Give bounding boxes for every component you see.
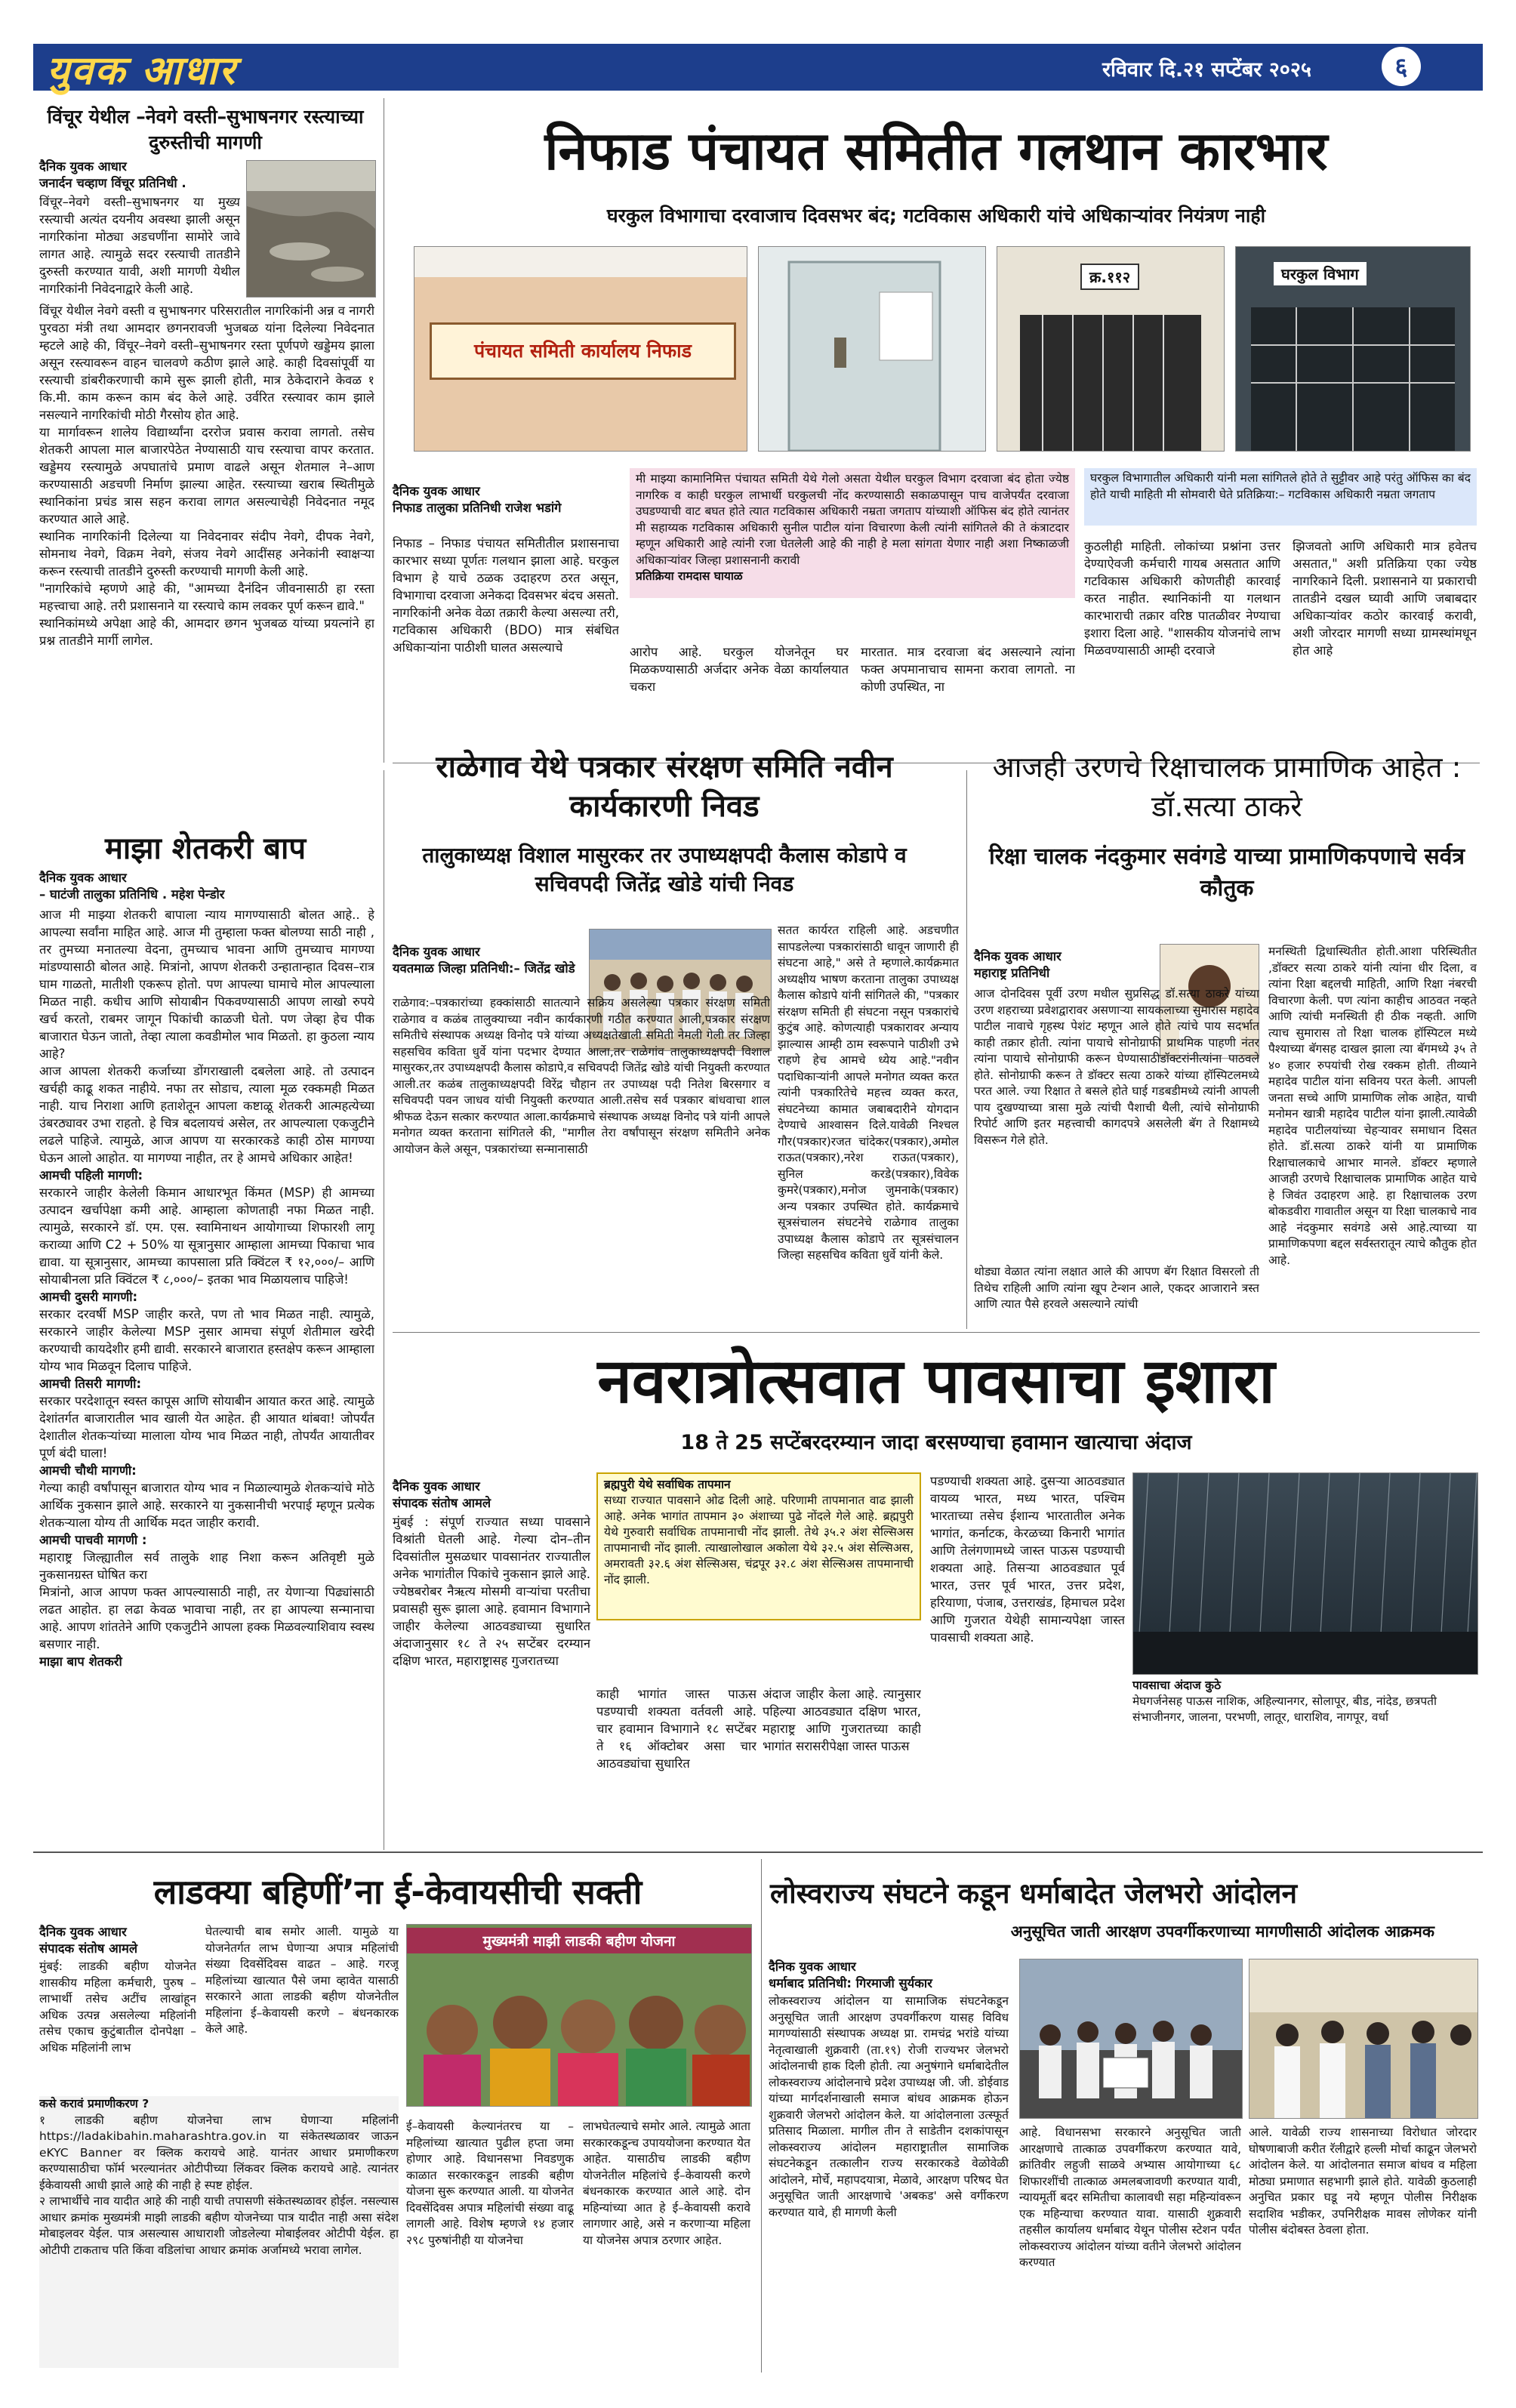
niphad-body-3: मारतात. मात्र दरवाजा बंद असल्याने त्यांना फक्त अपमानाचाच सामना करावा लागतो. ना कोणी उपस्थित, ना	[861, 645, 1075, 694]
demand-3-title: आमची तिसरी मागणी:	[39, 1377, 142, 1391]
shetkari-body-1: आज मी माझ्या शेतकरी बापाला न्याय मागण्यासाठी बोलत आहे.. हे आपल्या सर्वांना माहित आहे. आज मी तुम्हाला फक्त बोलण्या साठी नाही , तर तुमच्या मनातल्या वेदना, तुमच्याच भावना आणि तुमच्याच मागण्या मांडण्यासाठी बोलत आहे. मित्रांनो, आपण शेतकरी उन्हातान्हात दिवस–रात्र घाम गाळतो, मातीशी एकरूप होतो. पण आपल्या घामाचे मोल आपल्याला मिळत नाही. कधीच आणि सोयाबीन पिकवण्यासाठी आपण लाखो रुपये खर्च करतो, राबमर जागून पिकांची काळजी घेतो. पण जेव्हा हेच पीक बाजारात घेऊन जातो, तेव्हा त्याला कवडीमोल भाव मिळतो. हा कुठला न्याय आहे?	[39, 908, 374, 1061]
niphad-quote-by: प्रतिक्रिया रामदास घायाळ	[636, 569, 743, 583]
shetkari-byline	[39, 870, 371, 903]
vinchur-body-5: "नागरिकांचे म्हणणे आहे की, "आमच्या दैनंदिन जीवनासाठी हा रस्ता महत्त्वाचा आहे. तरी प्रशासनाने या रस्त्याचे काम लवकर पूर्ण करून द्यावे."	[39, 581, 374, 613]
ladki-body-3: ई–केवायसी केल्यानंतरच या – महिलांच्या खात्यात पुढील हप्ता जमा होणार आहे. विधानसभा निवडणुक काळात सरकारकडून लाडकी बहीण योजना सुरू करण्यात आली. या योजनेत दिवसेंदिवस अपात्र महिलांची संख्या वाढू लागली आहे. विशेष म्हणजे १४ हजार २९८ पुरुषांनीही या योजनेचा	[406, 2120, 574, 2247]
ralegaon-byline-paper: दैनिक युवक आधार	[393, 945, 480, 959]
temperature-box-title: ब्रह्मपुरी येथे सर्वाधिक तापमान	[604, 1478, 731, 1491]
niphad-byline-reporter: निफाड तालुका प्रतिनिधी राजेश भडांगे	[393, 501, 562, 515]
ralegaon-title: राळेगाव येथे पत्रकार संरक्षण समिति नवीन कार्यकारणी निवड	[436, 750, 893, 824]
shetkari-byline-reporter: – घाटंजी तालुका प्रतिनिधि . महेश पेन्डोर	[39, 887, 225, 902]
ladki-howto-step-1: १ लाडकी बहीण योजनेचा लाभ घेणाऱ्या महिलांनी https://ladakibahin.maharashtra.gov.in या संकेतस्थळावर जाऊन eKYC Banner वर क्लिक करायचे आहे. यानंतर आधार प्रमाणीकरण करण्यासाठीचा फॉर्म भरल्यानंतर ओटीपीच्या लिंकवर क्लिक करायचे आहे. त्यानंतर ईकेवायसी आधी झाले आहे की नाही हे स्पष्ट होईल.	[39, 2113, 399, 2192]
temperature-box	[596, 1472, 921, 1620]
uran-title: आजही उरणचे रिक्षाचालक प्रामाणिक आहेत : डॉ.सत्या ठाकरे	[992, 751, 1462, 823]
loswarajya-title: लोस्वराज्य संघटने कडून धर्माबादेत जेलभरो आंदोलन	[770, 1877, 1298, 1910]
niphad-title: निफाड पंचायत समितीत गलथान कारभार	[544, 120, 1328, 182]
room-number-label: क्र.११२	[1080, 264, 1139, 290]
navratri-byline-paper: दैनिक युवक आधार	[393, 1479, 480, 1494]
ladki-title: लाडक्या बहिणीं’ना ई-केवायसीची सक्ती	[153, 1872, 642, 1912]
navratri-body-1: मुंबई : संपूर्ण राज्यात सध्या पावसाने विश्रांती घेतली आहे. गेल्या दोन–तीन दिवसांतील मुसळधार पावसानंतर राज्यातील अनेक भागांतील पिकांचे नुकसान झाले आहे. ज्येष्ठबरोबर नैऋत्य मोसमी वाऱ्यांचा परतीचा प्रवासही सुरू झाला आहे. हवामान विभागाने जाहीर केलेल्या आठवड्याच्या सुधारित अंदाजानुसार १८ ते २५ सप्टेंबर दरम्यान दक्षिण भारत, महाराष्ट्रासह गुजरातच्या	[393, 1515, 590, 1668]
niphad-photo-gharkul-dept	[1235, 246, 1471, 452]
uran-subtitle: रिक्षा चालक नंदकुमार सवंगडे याच्या प्रामाणिकपणाचे सर्वत्र कौतुक	[988, 843, 1465, 902]
navratri-body-2: काही भागांत जास्त पाऊस पडण्याची शक्यता वर्तवली आहे. चार हवामान विभागाने १८ सप्टेंबर ते १६ ऑक्टोबर असा चार आठवड्यांचा सुधारित	[596, 1687, 756, 1771]
uran-byline	[974, 948, 1155, 982]
rain-caption-body: मेघगर्जनेसह पाऊस नाशिक, अहिल्यानगर, सोलापूर, बीड, नांदेड, छत्रपती संभाजीनगर, जालना, परभणी, लातूर, धाराशिव, नागपूर, वर्धा	[1132, 1694, 1437, 1724]
vinchur-byline	[39, 159, 243, 192]
niphad-body-4: कुठलीही माहिती. लोकांच्या प्रश्नांना उत्तर देण्याऐवजी कर्मचारी गायब असतात आणि गटविकास अधिकारी कोणतीही कारवाई करत नाहीत. स्थानिकांनी या गलथान कारभाराची तक्रार वरिष्ठ पातळीवर नेण्याचा इशारा दिला आहे. "शासकीय योजनांचे लाभ मिळवण्यासाठी आम्ही दरवाजे	[1084, 539, 1280, 658]
loswarajya-body-1: लोकस्वराज्य आंदोलन या सामाजिक संघटनेकडून अनुसूचित जाती आरक्षण उपवर्गीकरण यासह विविध मागण्यांसाठी संस्थापक अध्यक्ष प्रा. रामचंद्र भरांडे यांच्या नेतृत्वाखाली शुक्रवारी (ता.१९) रोजी राज्यभर जेलभरो आंदोलनाची हाक दिली होती. त्या अनुषंगाने धर्माबादेतील लोकस्वराज्य आंदोलनाचे प्रदेश उपाध्यक्ष जी. जी. डोईवाड यांच्या मार्गदर्शनाखाली समाज बांधव आक्रमक होऊन शुक्रवारी जेलभरो आंदोलन केले. या आंदोलनाला उत्स्फूर्त प्रतिसाद मिळाला. मागील तीन ते साडेतीन दशकांपासून लोकस्वराज्य आंदोलन महाराष्ट्रातील सामाजिक संघटनेकडून तत्कालीन राज्य सरकारकडे वेळोवेळी आंदोलने, मोर्चे, महापदयात्रा, मेळावे, आरक्षण परिषद घेत अनुसूचित जाती आरक्षणाचे 'अबकड' असे वर्गीकरण करण्यात यावे, ही मागणी केली	[769, 1994, 1009, 2219]
vinchur-body-2: विंचूर येथील नेवगे वस्ती व सुभाषनगर परिसरातील नागरिकांनी अन्न व नागरी पुरवठा मंत्री तथा आमदार छगनरावजी भुजबळ यांना दिलेल्या निवेदनात म्हटले आहे की, विंचूर–नेवगे वस्ती–सुभाषनगर रस्ता पूर्णपणे खड्डेमय झाला असून रस्त्यावरून वाहन चालवणे कठीण झाले आहे. काही दिवसांपूर्वी या रस्त्याची डांबरीकरणाची कामे सुरू झाली होती, मात्र ठेकेदाराने केवळ १ कि.मी. काम करून काम बंद केले आहे. उर्वरित रस्त्यावर काम झाले नसल्याने नागरिकांची मोठी गैरसोय होत आहे.	[39, 304, 374, 422]
navratri-subtitle: 18 ते 25 सप्टेंबरदरम्यान जादा बरसण्याचा हवामान खात्याचा अंदाज	[680, 1431, 1192, 1454]
ralegaon-subtitle: तालुकाध्यक्ष विशाल मासुरकर तर उपाध्यक्षपदी कैलास कोडापे व सचिवपदी जितेंद्र खोडे यांची निवड	[422, 843, 907, 896]
ladki-body-4: लाभघेतल्याचे समोर आले. त्यामुळे आता सरकारकडून्च उपाययोजना करण्यात येत आहेत. यासाठीच लाडकी बहीण योजनेतील महिलांचे ई–केवायसी करणे बंधनकारक करण्यात आले आहे. दोन महिन्यांच्या आत हे ई–केवायसी करावे लागणार आहे, असे न करणाऱ्या महिला या योजनेस अपात्र ठरणार आहेत.	[583, 2120, 750, 2247]
loswarajya-body-2: आहे. विधानसभा सरकारने अनुसूचित जाती आरक्षणाचे तात्काळ उपवर्गीकरण करण्यात यावे, क्रांतिवीर लहुजी साळवे अभ्यास आयोगाच्या ६८ शिफारशींची तात्काळ अमलबजावणी करण्यात यावी, न्यायमूर्ती बदर समितीचा कालावधी सहा महिन्यांवरून एक महिन्याचा करण्यात यावा. यासाठी शुक्रवारी तहसील कार्यालय धर्माबाद येथून पोलीस स्टेशन पर्यंत लोकस्वराज्य आंदोलन यांच्या वतीने जेलभरो आंदोलन करण्यात	[1019, 2126, 1241, 2269]
navratri-byline-reporter: संपादक संतोष आमले	[393, 1496, 491, 1510]
ralegaon-byline-reporter: यवतमाळ जिल्हा प्रतिनिधी:– जितेंद्र खोडे	[393, 961, 575, 976]
niphad-reaction-box: घरकुल विभागातील अधिकारी यांनी मला सांगितले होते ते सुट्टीवर आहे परंतु ऑफिस का बंद होते याची माहिती मी सोमवारी घेते प्रतिक्रिया:– गटविकास अधिकारी नम्रता जगताप	[1084, 468, 1477, 526]
ladki-body-2: घेतल्याची बाब समोर आली. यामुळे या योजनेतर्गत लाभ घेणाऱ्या अपात्र महिलांची संख्या दिवसेंदिवस वाढत – आहे. गरजू महिलांच्या खात्यात पैसे जमा व्हावेत यासाठी सरकारने आता लाडकी बहीण योजनेतील महिलांना ई–केवायसी करणे – बंधनकारक केले आहे.	[205, 1925, 399, 2036]
demand-3-body: सरकार परदेशातून स्वस्त कापूस आणि सोयाबीन आयात करत आहे. त्यामुळे देशांतर्गत बाजारातील भाव खाली येत आहेत. ही आयात थांबवा! जोपर्यंत देशातील शेतकऱ्यांच्या मालाला योग्य भाव मिळत नाही, तोपर्यंत आयातीवर पूर्ण बंदी घाला!	[39, 1394, 374, 1460]
shetkari-signature: माझा बाप शेतकरी	[39, 1654, 122, 1669]
loswarajya-subtitle: अनुसूचित जाती आरक्षण उपवर्गीकरणाच्या मागणीसाठी आंदोलक आक्रमक	[1010, 1922, 1434, 1941]
ladki-body-1: मुंबई: लाडकी बहीण योजनेत शासकीय महिला कर्मचारी, पुरुष – लाभार्थी तसेच अटींच लाखांहून अधिक उत्पन्न असलेल्या महिलांनी तसेच एकाच कुटुंबातील दोनपेक्षा –अधिक महिलांनी लाभ	[39, 1959, 196, 2055]
demand-5-title: आमची पाचवी मागणी :	[39, 1533, 147, 1547]
loswarajya-body-3: आले. यावेळी राज्य शासनाच्या विरोधात जोरदार घोषणाबाजी करीत रॅलीद्वारे हल्ली मोर्चा काढून जेलभरो आंदोलन केले. या आंदोलनात समाज बांधव व महिला मोठ्या प्रमाणात सहभागी झाले होते. यावेळी कुठलाही अनुचित प्रकार घडू नये म्हणून पोलीस निरीक्षक सदाशिव भडीकर, उपनिरीक्षक मावस लोणेकर यांनी पोलीस बंदोबस्त ठेवला होता.	[1249, 2126, 1477, 2237]
ralegaon-body-1: राळेगाव:–पत्रकारांच्या हक्कांसाठी सातत्याने सक्रिय असलेल्या पत्रकार संरक्षण समिती राळेगाव व कळंब तालुक्याच्या नवीन कार्यकारणी गठीत करण्यात आली,पत्रकार संरक्षण समितीचे संस्थापक अध्यक्ष विनोद पत्रे यांच्या अध्यक्षतेखाली समिती नेमली गेली तर जिल्हा सहसचिव कविता धुर्वे यांना पदभार देण्यात आला,तर राळेगांव तालुकाध्यक्षपदी विशाल मासुरकर,तर उपाध्यक्षपदी कैलास कोडापे,व सचिवपदी जितेंद्र खोडे यांची नियुक्ती करण्यात आली.तर कळंब तालुकाध्यक्षपदी विरेंद्र चौहान तर उपाध्यक्ष पदी नितेश बिरसगार व सचिवपदी पवन जाधव यांची नियुक्ती करण्यात आली.तसेच सर्व पत्रकार बांधवाचा शाल श्रीफळ देऊन सत्कार करण्यात आला.कार्यक्रमाचे संस्थापक अध्यक्ष विनोद पत्रे यांनी आपले मनोगत व्यक्त करताना सांगितले की, "मागील तेरा वर्षांपासून संरक्षण समितीने अनेक आयोजन केले असून, पत्रकारांच्या सन्मानासाठी	[393, 996, 770, 1156]
uran-body-2: थोड्या वेळात त्यांना लक्षात आले की आपण बॅग रिक्षात विसरलो ती तिथेच राहिली आणि त्यांना खूप टेन्शन आले, एकदर आजाराने त्रस्त आणि त्यात पैसे हरवले असल्याने त्यांची	[974, 1265, 1259, 1311]
ladki-byline	[39, 1924, 205, 1957]
vinchur-byline-paper: दैनिक युवक आधार	[39, 159, 127, 174]
loswarajya-byline-paper: दैनिक युवक आधार	[769, 1959, 856, 1974]
gharkul-dept-label: घरकुल विभाग	[1274, 262, 1367, 285]
ralegaon-byline	[393, 944, 581, 977]
demand-1-title: आमची पहिली मागणी:	[39, 1168, 143, 1182]
uran-body-1: आज दोनदिवस पूर्वी उरण मधील सुप्रसिद्ध डॉ.सत्या ठाकरे यांच्या उरण शहराच्या प्रवेशद्वारावर असणाऱ्या सायकलाच्या सुमारास महादेव पाटील नावाचे गृहस्थ पेशंट म्हणून आले होते त्यांचे पाय सदर्भात काही तक्रार होती. त्यांना पायाचे सोनोग्राफी प्राथमिक पाहणी नंतर त्यांना पायाचे सोनोग्राफी करून घेण्यासाठीडॉक्टरांनीत्यांना पाठवले होते. सोनोग्राफी करून ते डॉक्टर सत्या ठाकरे यांच्या हॉस्पिटलमध्ये परत आले. ज्या रिक्षात ते बसले होते घाई गडबडीमध्ये त्यांनी आपली पाय दुखण्याच्या त्रासा मुळे त्यांची पैशाची थैली, त्यांचे सोनोग्राफी रिपोर्ट आणि इतर महत्त्वाची कागदपत्रे असलेली बॅग ते रिक्षामध्ये विसरून गेले होते.	[974, 987, 1259, 1147]
vinchur-body-6: स्थानिकांमध्ये अपेक्षा आहे की, आमदार छगन भुजबळ यांच्या प्रयत्नांने हा प्रश्न तातडीने मार्गी लागेल.	[39, 616, 374, 648]
uran-byline-paper: दैनिक युवक आधार	[974, 949, 1062, 964]
vinchur-road-photo	[246, 160, 376, 298]
temperature-box-body: सध्या राज्यात पावसाने ओढ दिली आहे. परिणामी तापमानात वाढ झाली आहे. अनेक भागांत तापमान ३० अंशाच्या पुढे नोंदले गेले आहे. ब्रह्मपुरी येथे गुरुवारी सर्वाधिक तापमानाची नोंद झाली. तेथे ३५.२ अंश सेल्सिअस तापमानाची नोंद झाली. त्याखालोखाल अकोला येथे ३२.५ अंश सेल्सिअस, अमरावती ३२.६ अंश सेल्सिअस, चंद्रपूर ३२.८ अंश सेल्सिअस तापमानाची नोंद झाली.	[604, 1494, 914, 1586]
shetkari-title: माझा शेतकरी बाप	[104, 831, 307, 866]
navratri-body-3: अंदाज जाहीर केला आहे. त्यानुसार पहिल्या आठवड्यात दक्षिण भारत, महाराष्ट्र आणि गुजरातच्या काही भागांत सरासरीपेक्षा जास्त पाऊस	[763, 1687, 921, 1753]
ladki-byline-paper: दैनिक युवक आधार	[39, 1925, 127, 1939]
niphad-byline	[393, 483, 619, 516]
ladki-byline-reporter: संपादक संतोष आमले	[39, 1941, 138, 1956]
protest-photo-2	[1249, 1959, 1478, 2119]
shetkari-byline-paper: दैनिक युवक आधार	[39, 871, 127, 885]
niphad-body-1: निफाड – निफाड पंचायत समितीतील प्रशासनाचा कारभार सध्या पूर्णतः गलथान झाला आहे. घरकुल विभाग हे याचे ठळक उदाहरण ठरत असून, विभागाचा दरवाजा अनेकदा दिवसभर बंदच असतो. नागरिकांनी अनेक वेळा तक्रारी केल्या असल्या तरी, गटविकास अधिकारी (BDO) मात्र संबंधित अधिकाऱ्यांना पाठीशी घालत असल्याचे	[393, 536, 619, 655]
shetkari-article-body	[39, 906, 374, 1845]
vinchur-body-3: या मार्गावरून शालेय विद्यार्थ्यांना दररोज प्रवास करावा लागतो. तसेच शेतकरी आपला माल बाजारपेठेत नेण्यासाठी याच रस्त्याचा वापर करतात. खड्डेमय रस्त्यामुळे अपघातांचे प्रमाण वाढले असून शेतमाल ने–आण करण्यासाठी अडचणी निर्माण झाल्या आहेत. रस्त्याच्या खराब स्थितीमुळे स्थानिकांना प्रचंड त्रास सहन करावा लागत असल्याचेही निवेदनात नमूद करण्यात आले आहे.	[39, 425, 374, 526]
page-number: ६	[1382, 47, 1421, 86]
demand-1-body: सरकारने जाहीर केलेली किमान आधारभूत किंमत (MSP) ही आमच्या उत्पादन खर्चापेक्षा कमी आहे. आम्हाला कोणताही नफा मिळत नाही. त्यामुळे, सरकारने डॉ. एम. एस. स्वामिनाथन आयोगाच्या शिफारशी लागू कराव्या आणि C2 + 50% या सूत्रानुसार आम्हाला आमच्या पिकाचा भाव द्यावा. या सूत्रानुसार, आमच्या कापसाला प्रति क्विंटल ₹ १२,०००/– आणि सोयाबीनला प्रति क्विंटल ₹ ८,०००/– इतका भाव मिळायलाच पाहिजे!	[39, 1186, 374, 1287]
vinchur-title: विंचूर येथील –नेवगे वस्ती–सुभाषनगर रस्त्याच्या दुरुस्तीची मागणी	[47, 106, 364, 153]
vinchur-byline-reporter: जनार्दन चव्हाण विंचूर प्रतिनिधी .	[39, 176, 186, 190]
ladki-banner: मुख्यमंत्री माझी लाडकी बहीण योजना	[407, 1928, 751, 1953]
section-rule	[33, 1851, 1483, 1853]
navratri-byline	[393, 1478, 581, 1512]
vinchur-body-1: विंचूर–नेवगे वस्ती–सुभाषनगर या मुख्य रस्त्याची अत्यंत दयनीय अवस्था झाली असून नागरिकांना मोठ्या अडचणींना सामोरे जावे लागत आहे. त्यामुळे सदर रस्त्याची तातडीने दुरुस्ती करण्यात यावी, अशी मागणी येथील नागरिकांनी निवेदनाद्वारे केली आहे.	[39, 195, 240, 296]
loswarajya-byline-reporter: धर्माबाद प्रतिनिधी: गिरमाजी सुर्यकार	[769, 1976, 932, 1990]
rain-caption-title: पावसाचा अंदाज कुठे	[1132, 1679, 1222, 1692]
masthead-logo: युवक आधार	[47, 48, 236, 94]
ralegaon-body-2: सतत कार्यरत राहिली आहे. अडचणीत सापडलेल्या पत्रकारांसाठी धावून जाणारी ही संघटना आहे," असे ते म्हणाले.कार्यक्रमात अध्यक्षीय भाषण करताना तालुका उपाध्यक्ष कैलास कोडापे यांनी सांगितले की, "पत्रकार संरक्षण समिती ही संघटना नसून पत्रकारांचे कुटुंब आहे. कोणत्याही पत्रकारावर अन्याय झाल्यास आम्ही ठाम स्वरूपाने पाठीशी उभे राहणे हेच आमचे ध्येय आहे."नवीन पदाधिकाऱ्यांनी आपले मनोगत व्यक्त करत त्यांनी पत्रकारितेचे महत्त्व व्यक्त करत, संघटनेच्या कामात जबाबदारीने योगदान देण्याचे आश्वासन दिले.यावेळी निश्चल गौर(पत्रकार)रजत चांदेकर(पत्रकार),अमोल राऊत(पत्रकार),नरेश राऊत(पत्रकार), सुनिल करडे(पत्रकार),विवेक कुमरे(पत्रकार),मनोज जुमनाके(पत्रकार) अन्य पत्रकार उपस्थित होते. कार्यक्रमाचे सूत्रसंचालन संघटनेचे राळेगाव तालुका उपाध्यक्ष कैलास कोडापे तर सूत्रसंचालन जिल्हा सहसचिव कविता धुर्वे यांनी केले.	[778, 923, 959, 1262]
niphad-quote-box	[630, 468, 1075, 598]
demand-4-title: आमची चौथी मागणी:	[39, 1463, 137, 1478]
niphad-quote-text: मी माझ्या कामानिमित्त पंचायत समिती येथे गेलो असता येथील घरकुल विभाग दरवाजा बंद होता ज्येष्ठ नागरिक व काही घरकुल लाभार्थी घरकुलची नोंद करण्यासाठी सकाळपासून पाच वाजेपर्यंत दरवाजा उघडण्याची वाट बघत होते त्यात गटविकास अधिकारी नम्रता जगताप यांच्याशी ऑफिस बंद होते त्यानंतर मी सहाय्यक गटविकास अधिकारी सुनील पाटील यांना विचारणा केली त्यांनी सांगितले की ते कंत्राटदार म्हणून अधिकारी आहे त्यांनी रजा घेतलेली आहे की नाही हे मला सांगता येणार नाही अशा निष्काळजी अधिकाऱ्यांवर जिल्हा प्रशासनानी करावी	[636, 472, 1069, 567]
demand-5-body: महाराष्ट्र जिल्ह्यातील सर्व तालुके शाह निशा करून अतिवृष्टी मुळे नुकसानग्रस्त घोषित करा	[39, 1550, 374, 1582]
niphad-photo-locked-door	[758, 246, 986, 452]
demand-2-body: सरकार दरवर्षी MSP जाहीर करते, पण तो भाव मिळत नाही. त्यामुळे, सरकारने जाहीर केलेल्या MSP नुसार आमचा संपूर्ण शेतीमाल खरेदी करण्याची कायदेशीर हमी द्यावी. सरकारने बाजारात हस्तक्षेप करून आम्हाला योग्य भाव मिळवून दिलाच पाहिजे.	[39, 1307, 374, 1374]
masthead-date: रविवार दि.२१ सप्टेंबर २०२५	[1102, 58, 1311, 82]
loswarajya-byline	[769, 1959, 1010, 1992]
shetkari-body-2: आज आपला शेतकरी कर्जाच्या डोंगराखाली दबलेला आहे. तो उत्पादन खर्चही काढू शकत नाहीये. नफा तर सोडाच, त्याला मूळ रक्कमही मिळत नाही. याच निराशा आणि हताशेतून आपला कष्टाळू शेतकरी आत्महत्येच्या उंबरठ्यावर उभा राहतो. हे चित्र बदलायचं असेल, तर आपल्याला एकजुटीने लढले पाहिजे. त्यामुळे, आज आपण या सरकारकडे काही ठोस मागण्या घेऊन आलो आहोत. या मागण्या नाहीत, तर हे आमचे अधिकार आहेत!	[39, 1064, 374, 1165]
niphad-body-2: आरोप आहे. घरकुल योजनेतून घर मिळकण्यासाठी अर्जदार अनेक वेळा कार्यालयात चकरा	[630, 645, 849, 694]
niphad-byline-paper: दैनिक युवक आधार	[393, 484, 480, 498]
demand-4-body: गेल्या काही वर्षांपासून बाजारात योग्य भाव न मिळाल्यामुळे शेतकऱ्यांचे मोठे आर्थिक नुकसान झाले आहे. सरकारने या नुकसानीची भरपाई म्हणून प्रत्येक शेतकऱ्याला योग्य ती आर्थिक मदत जाहीर करावी.	[39, 1481, 374, 1530]
protest-photo-1	[1019, 1959, 1243, 2119]
rain-photo	[1132, 1472, 1478, 1675]
column-rule	[761, 1859, 762, 2373]
niphad-office-sign-text: पंचायत समिती कार्यालय निफाड	[473, 340, 692, 362]
niphad-subtitle: घरकुल विभागाचा दरवाजाच दिवसभर बंद; गटविकास अधिकारी यांचे अधिकाऱ्यांवर नियंत्रण नाही	[606, 205, 1266, 227]
vinchur-body-4: स्थानिक नागरिकांनी दिलेल्या या निवेदनावर संदीप नेवगे, दीपक नेवगे, सोमनाथ नेवगे, विक्रम नेवगे, संजय नेवगे आदींसह अनेकांनी स्वाक्षऱ्या करून रस्त्याची तातडीने दुरुस्ती करण्याची मागणी केली आहे.	[39, 529, 374, 578]
ladki-howto	[39, 2096, 399, 2368]
vinchur-article-body	[39, 302, 374, 758]
demand-2-title: आमची दुसरी मागणी:	[39, 1290, 138, 1304]
section-rule	[393, 1332, 1480, 1333]
navratri-title: नवरात्रोत्सवात पावसाचा इशारा	[597, 1346, 1275, 1417]
uran-body-3: मनस्थिती द्विधास्थितीत होती.आशा परिस्थितीत ,डॉक्टर सत्या ठाकरे यांनी त्यांना धीर दिला, व त्यांना रिक्षा बद्दलची माहिती, आणि रिक्षा नंबरची विचारणा केली. पण त्यांना काहीच आठवत नव्हते आणि त्यांची मनस्थिती ही ठीक नव्हती. आणि त्याच सुमारास तो रिक्षा चालक हॉस्पिटल मध्ये पैश्याच्या बॅगसह दाखल झाला त्या बॅगमध्ये ३५ ते ४० हजार रुपयांची रोख रक्कम होती. तीव्याने महादेव पाटील यांना सविनय परत केली. आपली जनता सच्चे आणि प्रामाणिक लोक आहेत, याची मनोमन खात्री महादेव पाटील यांना झाली.त्यावेळी महादेव पाटीलयांच्या चेहऱ्यावर समाधान दिसत होते. डॉ.सत्या ठाकरे यांनी या प्रामाणिक रिक्षाचालकाचे आभार मानले. डॉक्टर म्हणाले आजही उरणचे रिक्षाचालक प्रामाणिक आहेत याचे हे जिवंत उदाहरण आहे. हा रिक्षाचालक उरण बोकडवीरा गावातील असून या रिक्षा चालकाचे नाव आहे नंदकुमार सवंगडे असे आहे.त्याच्या या प्रामाणिकपणा बद्दल सर्वस्तरातून त्याचे कौतुक होत आहे.	[1268, 945, 1477, 1267]
niphad-photo-room-112	[997, 246, 1225, 452]
column-rule	[966, 770, 967, 1329]
shetkari-body-3: मित्रांनो, आज आपण फक्त आपल्यासाठी नाही, तर येणाऱ्या पिढ्यांसाठी लढत आहोत. हा लढा केवळ भावाचा नाही, तर हा आपल्या सन्मानाचा आहे. आपण शांततेने आणि एकजुटीने आपला हक्क मिळवल्याशिवाय स्वस्थ बसणार नाही.	[39, 1585, 374, 1651]
navratri-body-4: पडण्याची शक्यता आहे. दुसऱ्या आठवड्यात वायव्य भारत, मध्य भारत, पश्चिम भारताच्या तसेच ईशान्य भारतातील अनेक भागांत, कर्नाटक, केरळच्या किनारी भागांत आणि तेलंगणामध्ये जास्त पाऊस पडण्याची शक्यता आहे. तिसऱ्या आठवड्यात पूर्व भारत, उत्तर पूर्व भारत, उत्तर प्रदेश, हरियाणा, पंजाब, उत्तराखंड, हिमाचल प्रदेश आणि गुजरात येथेही सामान्यपेक्षा जास्त पावसाची शक्यता आहे.	[930, 1474, 1125, 1645]
ladki-howto-step-2: २ लाभार्थीचे नाव यादीत आहे की नाही याची तपासणी संकेतस्थळावर होईल. नसल्यास आधार क्रमांक मुख्यमंत्री माझी लाडकी बहीण योजनेच्या पात्र यादीत नाही असा संदेश मोबाइलवर येईल. पात्र असल्यास आधाराशी जोडलेल्या मोबाईलवर ओटीपी येईल. हा ओटीपी टाकताच पति किंवा वडिलांचा आधार क्रमांक अर्जामध्ये भरावा लागेल.	[39, 2194, 399, 2257]
niphad-photo-office-sign	[414, 246, 747, 452]
ladki-bahin-photo	[406, 1924, 752, 2107]
ladki-howto-title: कसे करावं प्रमाणीकरण ?	[39, 2097, 149, 2110]
uran-byline-reporter: महाराष्ट्र प्रतिनिधी	[974, 966, 1050, 980]
niphad-body-5: झिजवतो आणि अधिकारी मात्र हवेतच असतात," अशी प्रतिक्रिया एका ज्येष्ठ नागरिकाने दिली. प्रशासनाने या प्रकाराची तातडीने दखल घ्यावी आणि जबाबदार अधिकाऱ्यांवर कठोर कारवाई करावी, अशी जोरदार मागणी सध्या ग्रामस्थांमधून होत आहे	[1293, 539, 1477, 658]
rain-photo-caption	[1132, 1678, 1477, 1725]
